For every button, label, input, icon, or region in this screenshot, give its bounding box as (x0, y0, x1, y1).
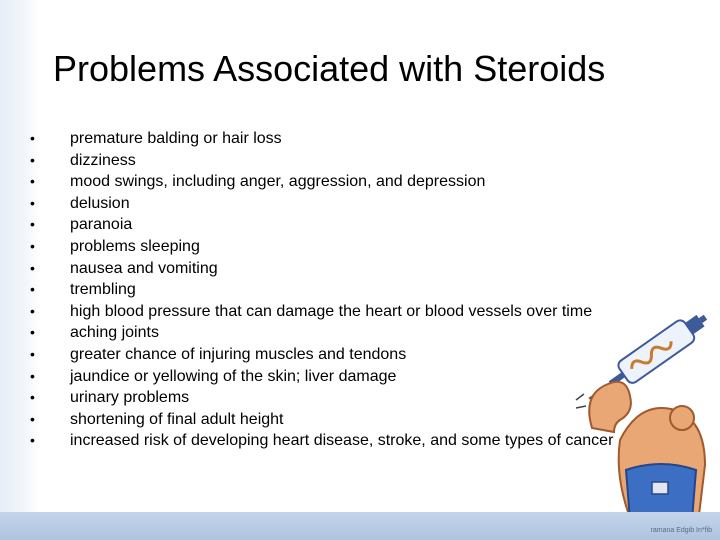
list-item-text: urinary problems (70, 389, 190, 407)
list-item (30, 279, 670, 301)
list-item (30, 236, 670, 258)
bullet-icon: • (30, 281, 35, 298)
image-credit: ramana Edgib In*fib (650, 527, 712, 534)
slide-title: Problems Associated with Steroids (53, 48, 606, 89)
bullet-icon: • (30, 367, 35, 384)
list-item-text: nausea and vomiting (70, 259, 218, 277)
steroid-syringe-clipart (570, 300, 720, 520)
list-item-text: jaundice or yellowing of the skin; liver damage (70, 367, 397, 385)
list-item (30, 150, 670, 172)
bullet-icon: • (30, 237, 35, 254)
list-item-text: increased risk of developing heart disease, stroke, and some types of cancer (70, 432, 614, 450)
list-item (30, 258, 670, 280)
bullet-icon: • (30, 432, 35, 449)
list-item-text: trembling (70, 281, 136, 299)
bottom-decor-band (0, 512, 720, 540)
list-item-text: greater chance of injuring muscles and tendons (70, 345, 407, 363)
list-item-text: aching joints (70, 324, 159, 342)
bullet-icon: • (30, 259, 35, 276)
bullet-icon: • (30, 194, 35, 211)
list-item-text: mood swings, including anger, aggression, and depression (70, 173, 486, 191)
bullet-icon: • (30, 345, 35, 362)
bullet-icon: • (30, 173, 35, 190)
list-item-text: delusion (70, 194, 130, 212)
list-item (30, 193, 670, 215)
list-item-text: premature balding or hair loss (70, 130, 282, 147)
list-item (30, 214, 670, 236)
bullet-icon: • (30, 410, 35, 427)
bullet-icon: • (30, 389, 35, 406)
list-item-text: shortening of final adult height (70, 410, 284, 428)
list-item (30, 128, 670, 150)
bullet-icon: • (30, 302, 35, 319)
list-item-text: dizziness (70, 151, 136, 169)
bullet-icon: • (30, 216, 35, 233)
list-item-text: paranoia (70, 216, 133, 234)
list-item-text: high blood pressure that can damage the heart or blood vessels over time (70, 302, 593, 320)
bullet-icon: • (30, 130, 35, 146)
list-item (30, 171, 670, 193)
list-item-text: problems sleeping (70, 237, 200, 255)
bullet-icon: • (30, 151, 35, 168)
bullet-icon: • (30, 324, 35, 341)
